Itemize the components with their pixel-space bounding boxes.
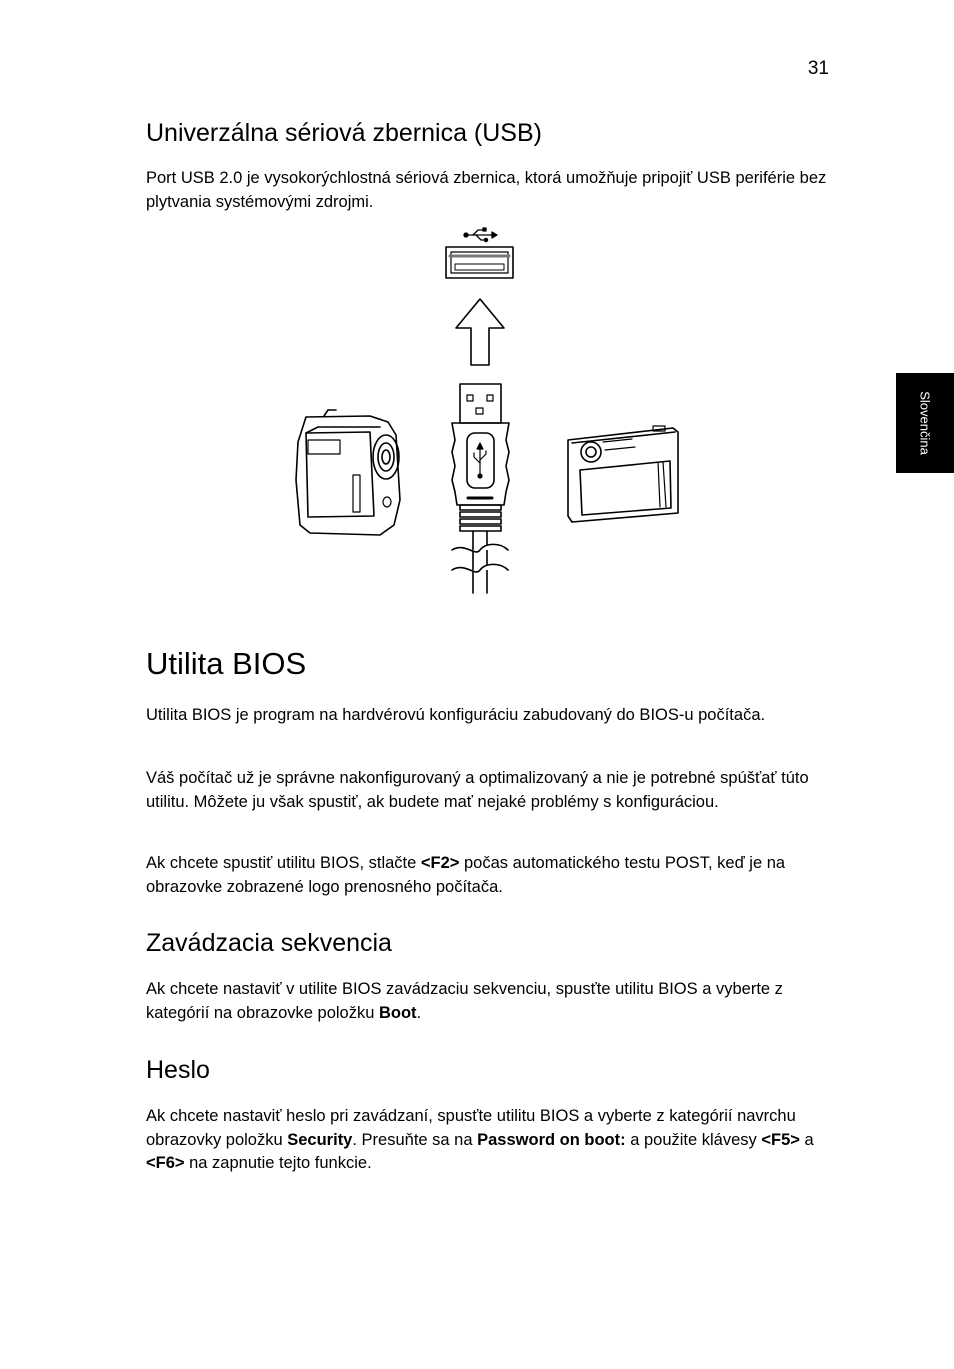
page-number: 31 xyxy=(807,58,829,79)
password-paragraph xyxy=(146,1105,836,1176)
text: počas automatického testu POST, keď je na obrazovke zobrazené logo prenosného počítača. xyxy=(146,854,786,896)
usb-heading: Univerzálna sériová zbernica (USB) xyxy=(146,119,542,147)
arrow-up-icon xyxy=(456,299,504,365)
text: . Presuňte sa na xyxy=(352,1130,478,1149)
digital-camera-icon xyxy=(568,426,678,522)
key-f6: <F6> xyxy=(146,1154,185,1172)
text: na zapnutie tejto funkcie. xyxy=(184,1154,372,1172)
language-tab-label: Slovenčina xyxy=(917,391,933,455)
bios-heading: Utilita BIOS xyxy=(146,646,307,681)
bios-paragraph-2: Váš počítač už je správne nakonfigurovaný a optimalizovaný a nie je potrebné spúšťať túto utilitu. Môžete ju však spustiť, ak budete mať nejaké problémy s konfiguráciou. xyxy=(146,769,809,811)
security-item: Security xyxy=(287,1130,353,1149)
text: Ak chcete nastaviť v utilite BIOS zavádzaciu sekvenciu, spusťte utilitu BIOS a vyberte z kategórií na obrazovke položku xyxy=(146,980,783,1022)
text: Ak chcete spustiť utilitu BIOS, stlačte xyxy=(146,854,421,872)
boot-heading: Zavádzacia sekvencia xyxy=(146,929,392,957)
usb-port-icon xyxy=(446,247,513,278)
bios-paragraph-1: Utilita BIOS je program na hardvérovú konfiguráciu zabudovaný do BIOS-u počítača. xyxy=(146,706,766,724)
boot-paragraph xyxy=(146,978,836,1025)
text: a použite klávesy xyxy=(625,1130,762,1149)
password-on-boot-item: Password on boot: xyxy=(477,1130,626,1149)
text: Ak chcete nastaviť heslo pri zavádzaní, spusťte utilitu BIOS a vyberte z kategórií navrchu obrazovky položku xyxy=(146,1107,796,1149)
usb-paragraph: Port USB 2.0 je vysokorýchlostná sériová zbernica, ktorá umožňuje pripojiť USB periférie bez plytvania systémovými zdrojmi. xyxy=(146,169,827,211)
boot-item: Boot xyxy=(378,1003,417,1022)
key-f2: <F2> xyxy=(420,854,460,872)
password-heading: Heslo xyxy=(146,1056,210,1084)
usb-illustration xyxy=(280,220,700,600)
usb-symbol-icon xyxy=(464,228,497,242)
text: a xyxy=(799,1130,814,1149)
camcorder-icon xyxy=(296,410,400,535)
key-f5: <F5> xyxy=(761,1130,800,1149)
language-tab xyxy=(896,373,954,473)
bios-paragraph-3 xyxy=(146,852,836,899)
text: . xyxy=(416,1003,422,1022)
usb-plug-icon xyxy=(452,384,509,593)
